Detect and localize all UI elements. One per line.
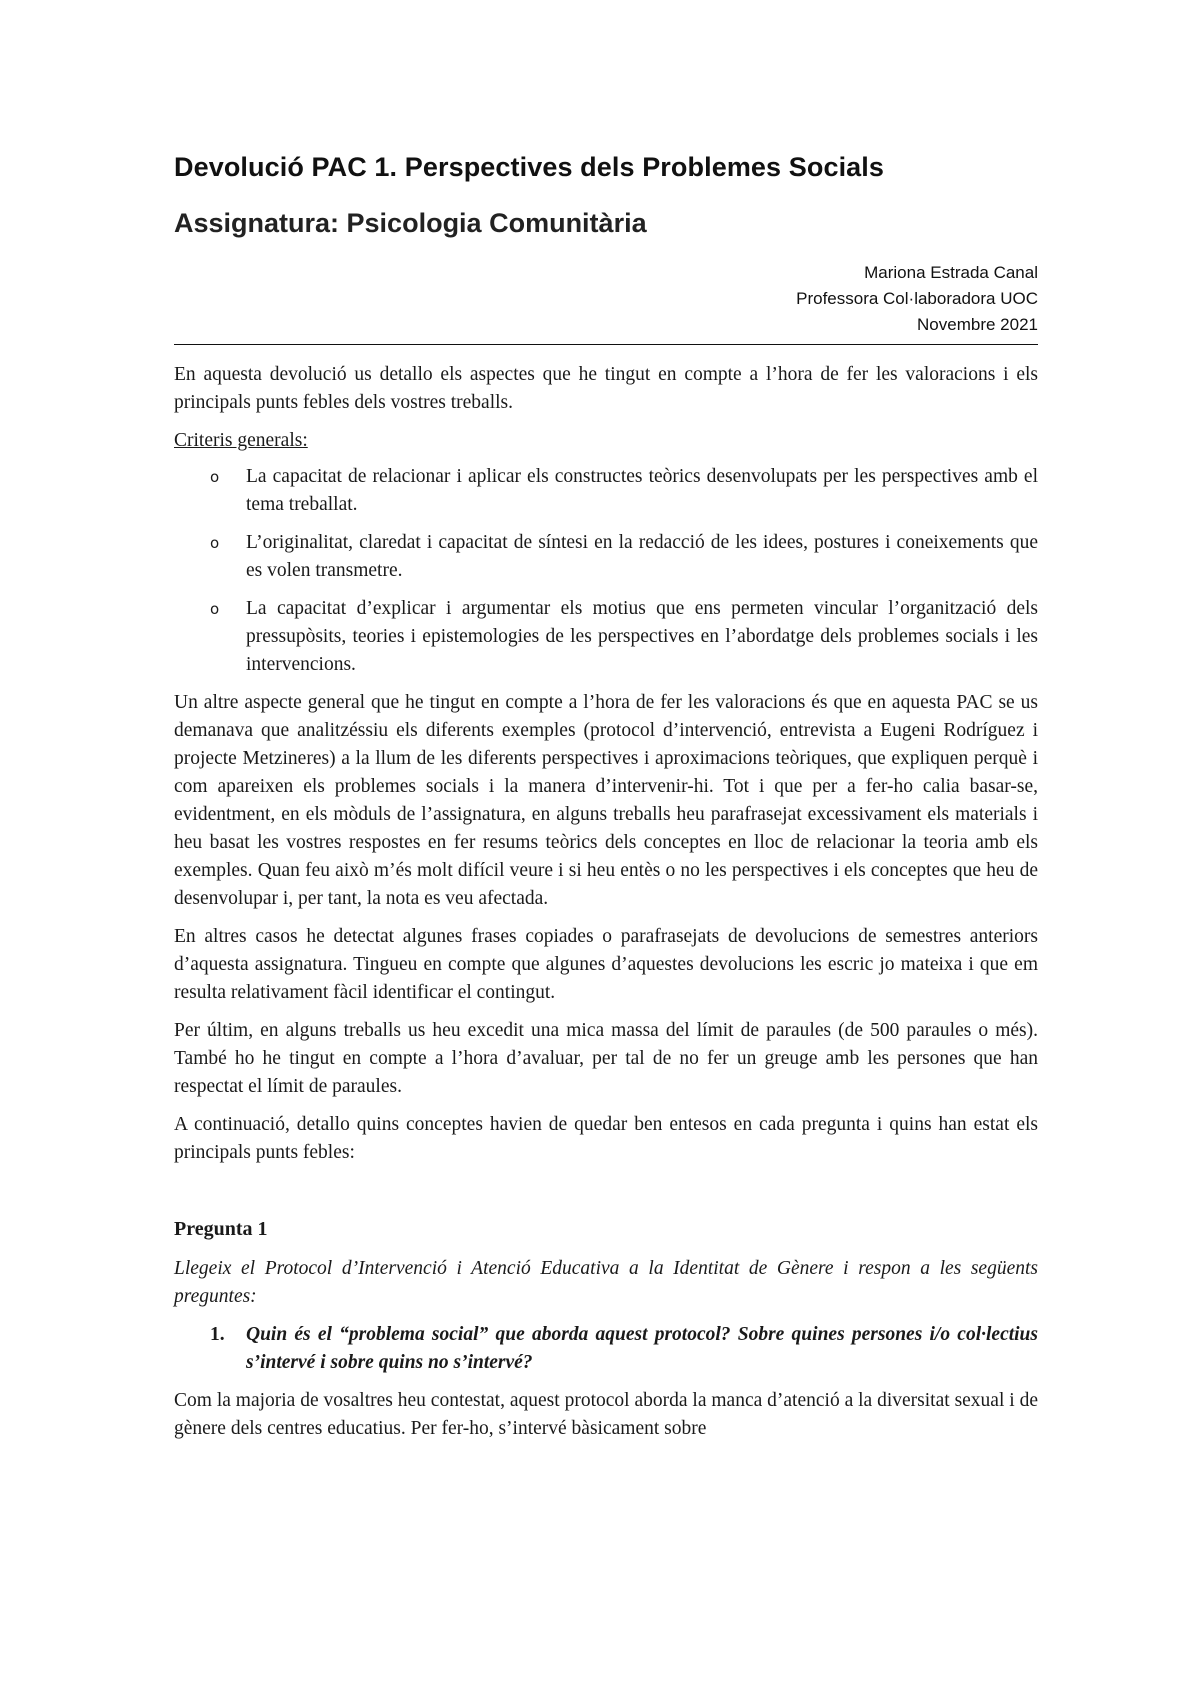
question-heading: Pregunta 1 (174, 1218, 268, 1240)
document-date: Novembre 2021 (917, 315, 1038, 334)
question-intro: Llegeix el Protocol d’Intervenció i Atenció Educativa a la Identitat de Gènere i respon a les següents preguntes: (174, 1258, 1038, 1307)
body-paragraph: Un altre aspecte general que he tingut en compte a l’hora de fer les valoracions és que en aquesta PAC se us demanava que analitzéssiu els diferents exemples (protocol d’intervenció, entrevista a Eugeni Rodríguez i projecte Metzineres) a la llum de les diferents perspectives i aproximacions teòriques, que expliquen perquè i com apareixen els problemes socials i la manera d’intervenir-hi. Tot i que per a fer-ho calia basar-se, evidentment, en els mòduls de l’assignatura, en alguns treballs heu parafrasejat excessivament els materials i heu basat les vostres respostes en fer resums teòrics dels conceptes en lloc de relacionar la teoria amb els exemples. Quan feu això m’és molt difícil veure i si heu entès o no les perspectives i els conceptes que heu de desenvolupar i, per tant, la nota es veu afectada. (174, 692, 1038, 909)
body-paragraph: A continuació, detallo quins conceptes havien de quedar ben entesos en cada pregunta i quins han estat els principals punts febles: (174, 1114, 1038, 1163)
list-item (174, 595, 1038, 679)
criteria-item-text: L’originalitat, claredat i capacitat de síntesi en la redacció de les idees, postures i coneixements que es volen transmetre. (246, 532, 1038, 581)
list-item (174, 529, 1038, 585)
body-paragraph: Per últim, en alguns treballs us heu excedit una mica massa del límit de paraules (de 500 paraules o més). També ho he tingut en compte a l’hora d’avaluar, per tal de no fer un greuge amb les persones que han respectat el límit de paraules. (174, 1020, 1038, 1097)
criteria-heading: Criteris generals: (174, 430, 308, 451)
criteria-item-text: La capacitat d’explicar i argumentar els motius que ens permeten vincular l’organització dels pressupòsits, teories i epistemologies de les perspectives en l’abordatge dels problemes socials i les intervencions. (246, 598, 1038, 675)
subquestion-item (174, 1321, 1038, 1377)
list-item (174, 463, 1038, 519)
document-page (174, 150, 1038, 1443)
author-role: Professora Col·laboradora UOC (796, 289, 1038, 308)
subquestion-number: 1. (210, 1324, 225, 1345)
author-name: Mariona Estrada Canal (864, 263, 1038, 282)
header-divider (174, 344, 1038, 345)
subquestion-text: Quin és el “problema social” que aborda aquest protocol? Sobre quines persones i/o col·lectius s’intervé i sobre quins no s’intervé? (246, 1324, 1038, 1373)
document-title: Devolució PAC 1. Perspectives dels Problemes Socials (174, 152, 885, 182)
bullet-icon: o (210, 468, 220, 486)
intro-paragraph: En aquesta devolució us detallo els aspectes que he tingut en compte a l’hora de fer les valoracions i els principals punts febles dels vostres treballs. (174, 364, 1038, 413)
author-block (174, 260, 1038, 338)
subquestion-list (174, 1321, 1038, 1377)
criteria-list (174, 463, 1038, 679)
answer-paragraph: Com la majoria de vosaltres heu contestat, aquest protocol aborda la manca d’atenció a la diversitat sexual i de gènere dels centres educatius. Per fer-ho, s’intervé bàsicament sobre (174, 1390, 1038, 1439)
body-paragraph: En altres casos he detectat algunes frases copiades o parafrasejats de devolucions de semestres anteriors d’aquesta assignatura. Tingueu en compte que algunes d’aquestes devolucions les escric jo mateixa i que em resulta relativament fàcil identificar el contingut. (174, 926, 1038, 1003)
bullet-icon: o (210, 534, 220, 552)
bullet-icon: o (210, 600, 220, 618)
document-subtitle: Assignatura: Psicologia Comunitària (174, 208, 647, 238)
criteria-item-text: La capacitat de relacionar i aplicar els constructes teòrics desenvolupats per les perspectives amb el tema treballat. (246, 466, 1038, 515)
